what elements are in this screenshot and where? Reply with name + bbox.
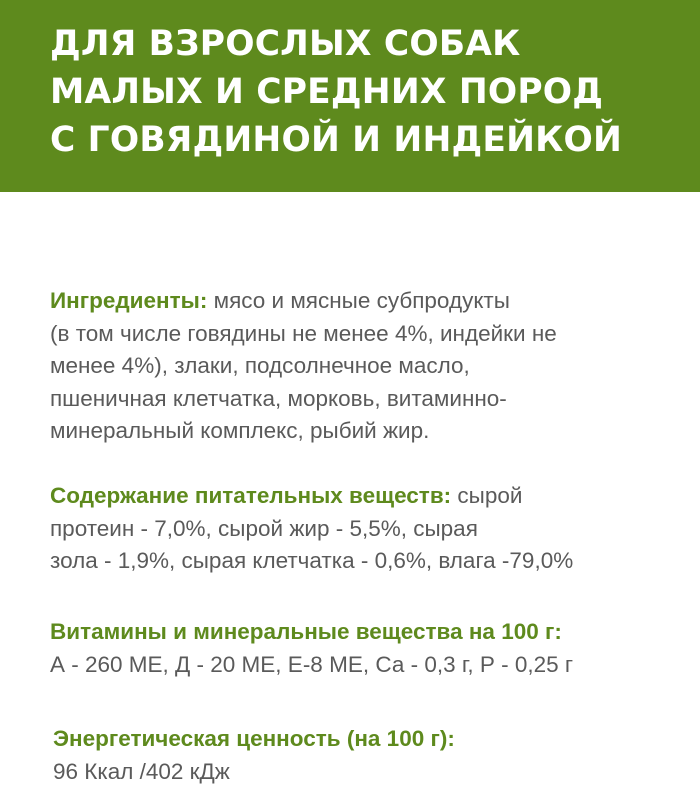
title-line-1: ДЛЯ ВЗРОСЛЫХ СОБАК — [50, 20, 700, 68]
ingredients-first-line — [50, 285, 680, 318]
ingredients-label: Ингредиенты: — [50, 288, 207, 313]
energy-section — [53, 723, 683, 788]
vitamins-section — [50, 616, 680, 681]
nutrients-text-3: зола - 1,9%, сырая клетчатка - 0,6%, влага -79,0% — [50, 545, 680, 578]
title-banner — [0, 0, 700, 192]
nutrients-section — [50, 480, 680, 578]
vitamins-text-1: А - 260 МЕ, Д - 20 МЕ, Е-8 МЕ, Са - 0,3 г, Р - 0,25 г — [50, 649, 680, 682]
ingredients-section — [50, 285, 680, 448]
ingredients-text-1: мясо и мясные субпродукты — [207, 288, 510, 313]
ingredients-text-5: минеральный комплекс, рыбий жир. — [50, 415, 680, 448]
nutrients-label: Содержание питательных веществ: — [50, 483, 451, 508]
energy-text-1: 96 Ккал /402 кДж — [53, 756, 683, 788]
ingredients-text-4: пшеничная клетчатка, морковь, витаминно- — [50, 383, 680, 416]
nutrients-text-2: протеин - 7,0%, сырой жир - 5,5%, сырая — [50, 513, 680, 546]
ingredients-text-2: (в том числе говядины не менее 4%, индейки не — [50, 318, 680, 351]
energy-label: Энергетическая ценность (на 100 г): — [53, 723, 683, 756]
nutrients-first-line — [50, 480, 680, 513]
title-line-2: МАЛЫХ И СРЕДНИХ ПОРОД — [50, 68, 700, 116]
vitamins-label: Витамины и минеральные вещества на 100 г: — [50, 616, 680, 649]
ingredients-text-3: менее 4%), злаки, подсолнечное масло, — [50, 350, 680, 383]
title-line-3: С ГОВЯДИНОЙ И ИНДЕЙКОЙ — [50, 116, 700, 164]
nutrients-text-1: сырой — [451, 483, 522, 508]
